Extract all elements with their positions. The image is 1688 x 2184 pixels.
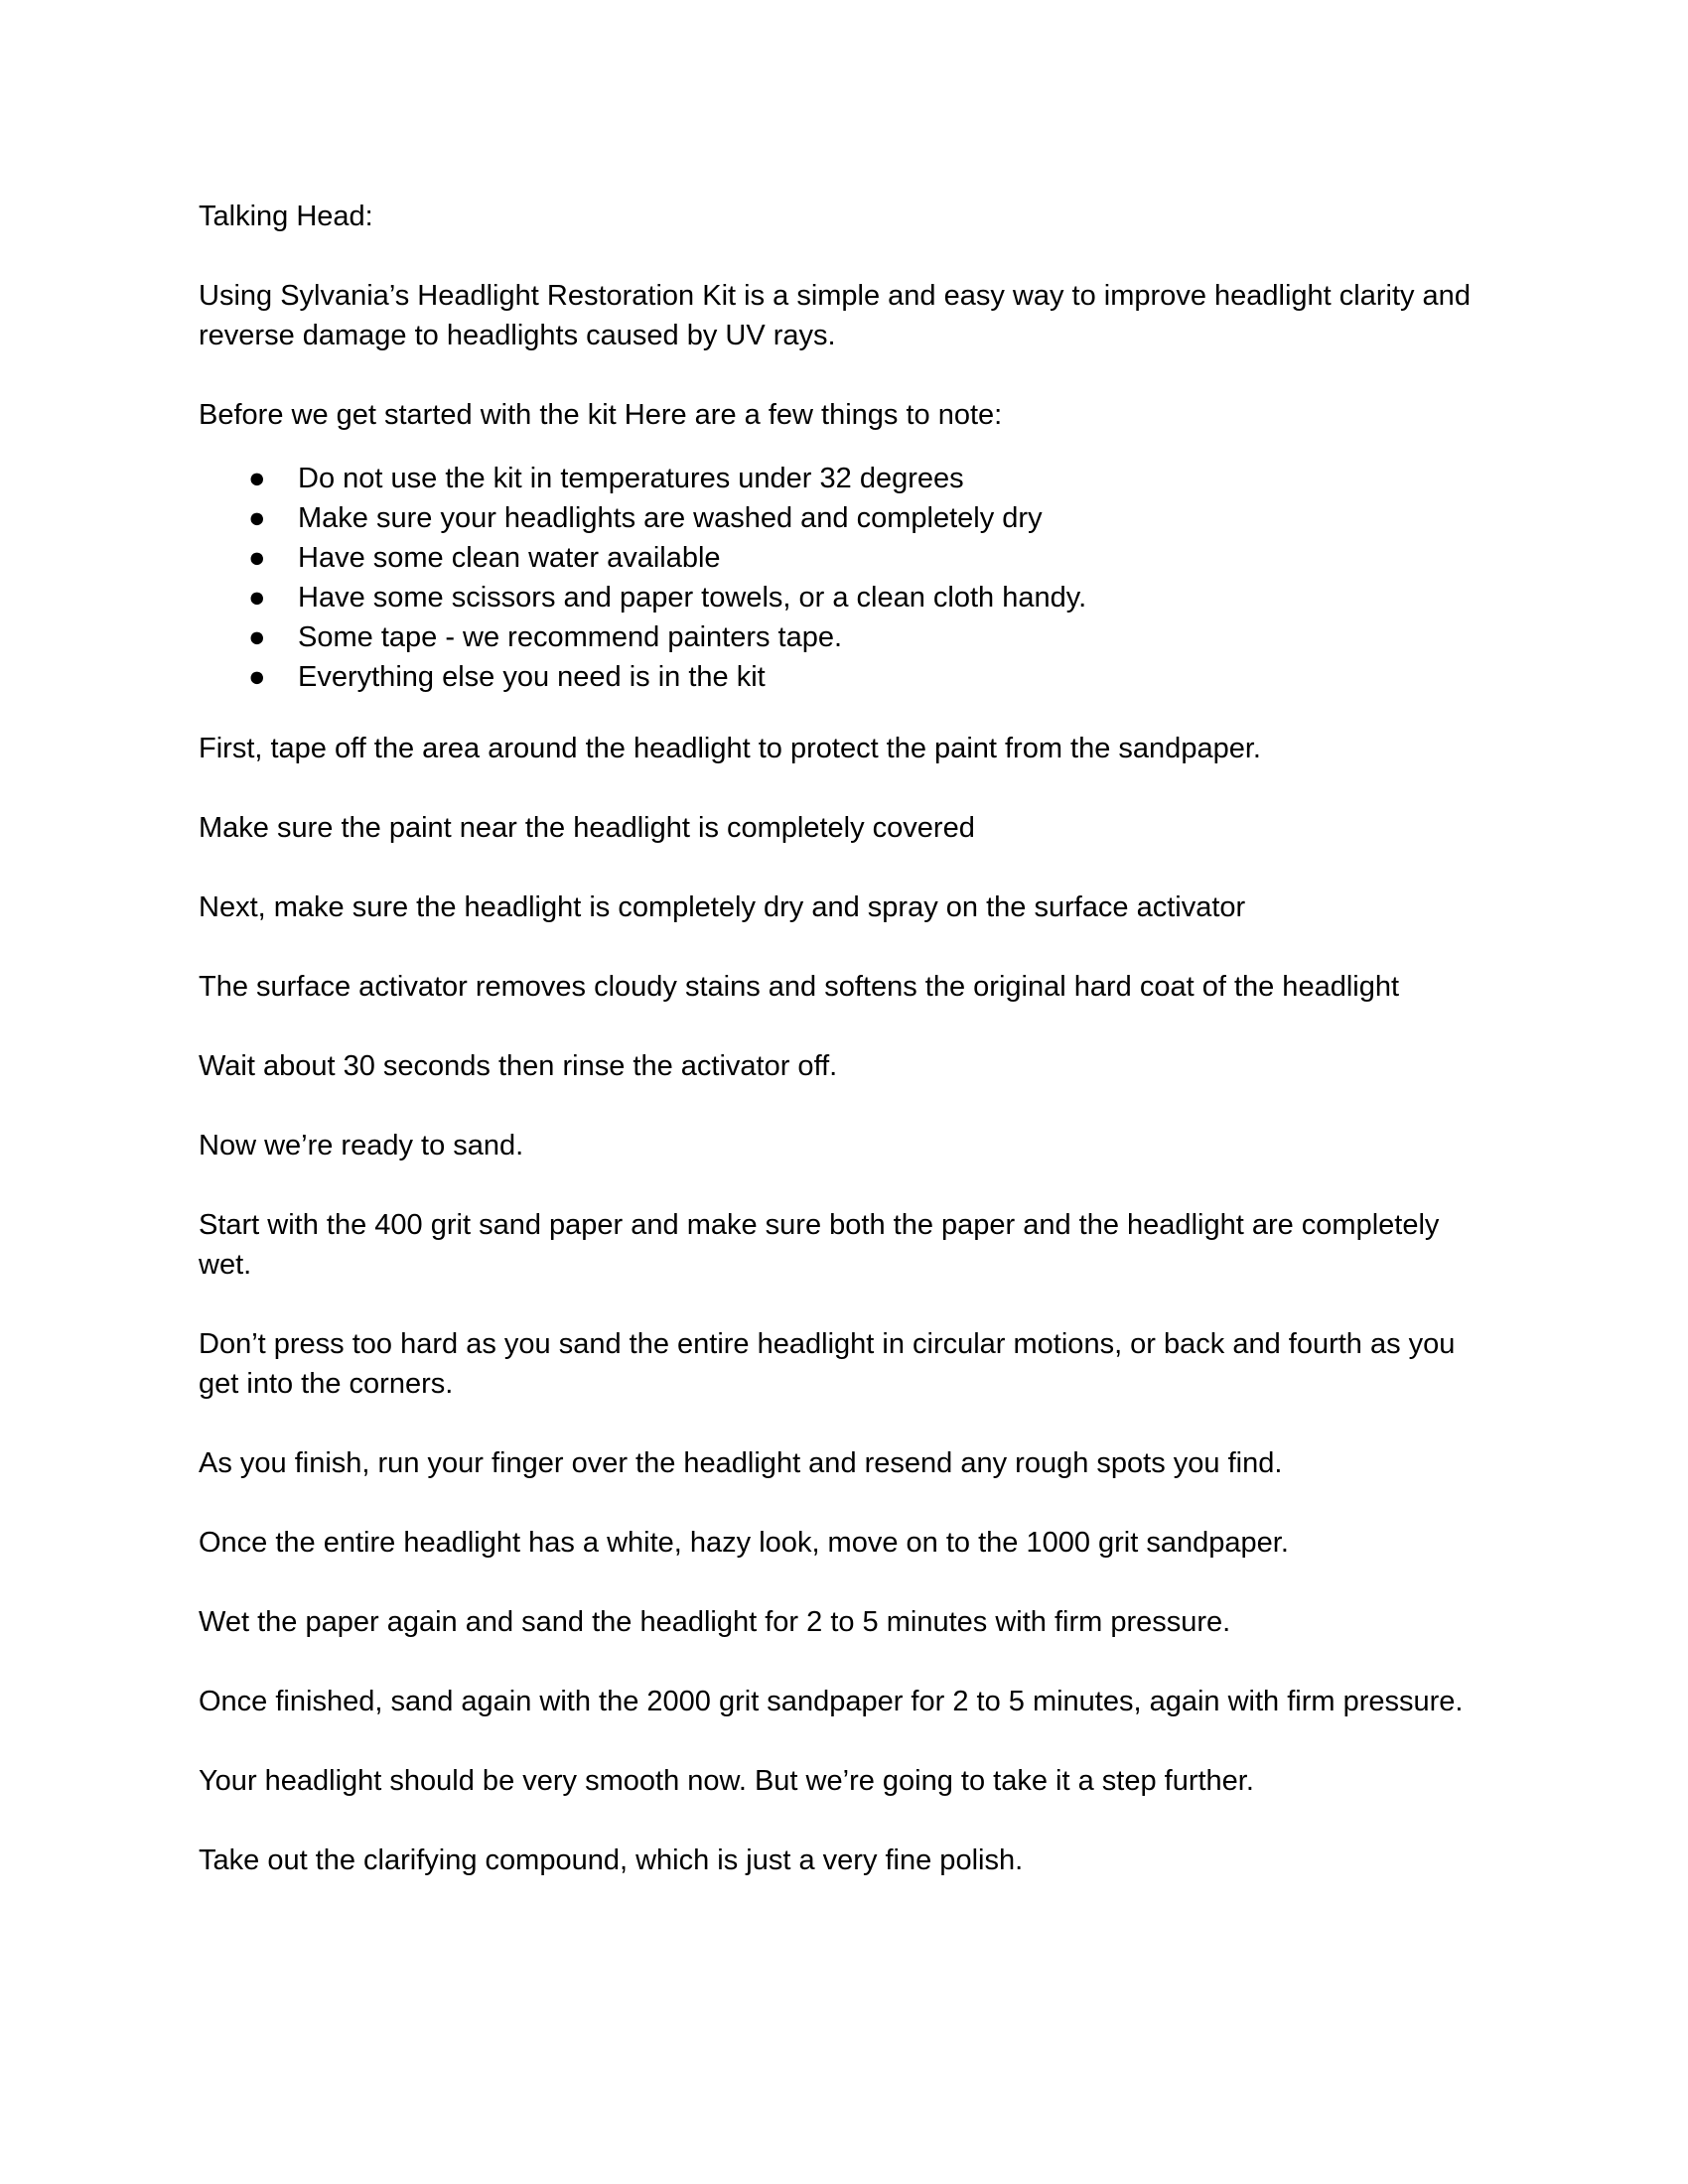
paragraph: Wait about 30 seconds then rinse the activator off. [199,1050,838,1082]
list-item [199,498,1489,538]
paragraph: Wet the paper again and sand the headlight for 2 to 5 minutes with firm pressure. [199,1606,1231,1638]
paragraph: The surface activator removes cloudy stains and softens the original hard coat of the headlight [199,971,1400,1003]
paragraph: Once finished, sand again with the 2000 grit sandpaper for 2 to 5 minutes, again with firm pressure. [199,1686,1464,1717]
bullet-icon: ● [248,621,266,653]
paragraph: Once the entire headlight has a white, hazy look, move on to the 1000 grit sandpaper. [199,1527,1289,1559]
paragraph: Take out the clarifying compound, which is just a very fine polish. [199,1844,1024,1876]
paragraph: Next, make sure the headlight is completely dry and spray on the surface activator [199,891,1246,923]
paragraph: First, tape off the area around the headlight to protect the paint from the sandpaper. [199,733,1261,764]
before-note-paragraph: Before we get started with the kit Here are a few things to note: [199,399,1003,431]
list-item-text: Do not use the kit in temperatures under 32 degrees [298,463,964,494]
list-item [199,617,1489,657]
list-item [199,657,1489,697]
document-body [199,197,1489,1920]
paragraph: Start with the 400 grit sand paper and make sure both the paper and the headlight are completely wet. [199,1209,1440,1281]
list-item-text: Have some clean water available [298,542,721,574]
bullet-icon: ● [248,542,266,574]
paragraph: Make sure the paint near the headlight is completely covered [199,812,975,844]
list-item-text: Some tape - we recommend painters tape. [298,621,843,653]
script-heading: Talking Head: [199,201,373,232]
list-item [199,459,1489,498]
bullet-icon: ● [248,502,266,534]
bullet-icon: ● [248,582,266,614]
list-item [199,538,1489,578]
paragraph: Now we’re ready to sand. [199,1130,524,1161]
list-item-text: Everything else you need is in the kit [298,661,766,693]
list-item [199,578,1489,617]
intro-paragraph: Using Sylvania’s Headlight Restoration Kit is a simple and easy way to improve headlight clarity and reverse damage to headlights caused by UV rays. [199,280,1471,351]
list-item-text: Make sure your headlights are washed and completely dry [298,502,1043,534]
paragraph: Your headlight should be very smooth now. But we’re going to take it a step further. [199,1765,1254,1797]
bullet-icon: ● [248,463,266,494]
paragraph: Don’t press too hard as you sand the entire headlight in circular motions, or back and fourth as you get into the corners. [199,1328,1456,1400]
preparation-checklist [199,459,1489,697]
bullet-icon: ● [248,661,266,693]
paragraph: As you finish, run your finger over the headlight and resend any rough spots you find. [199,1447,1283,1479]
list-item-text: Have some scissors and paper towels, or a clean cloth handy. [298,582,1087,614]
